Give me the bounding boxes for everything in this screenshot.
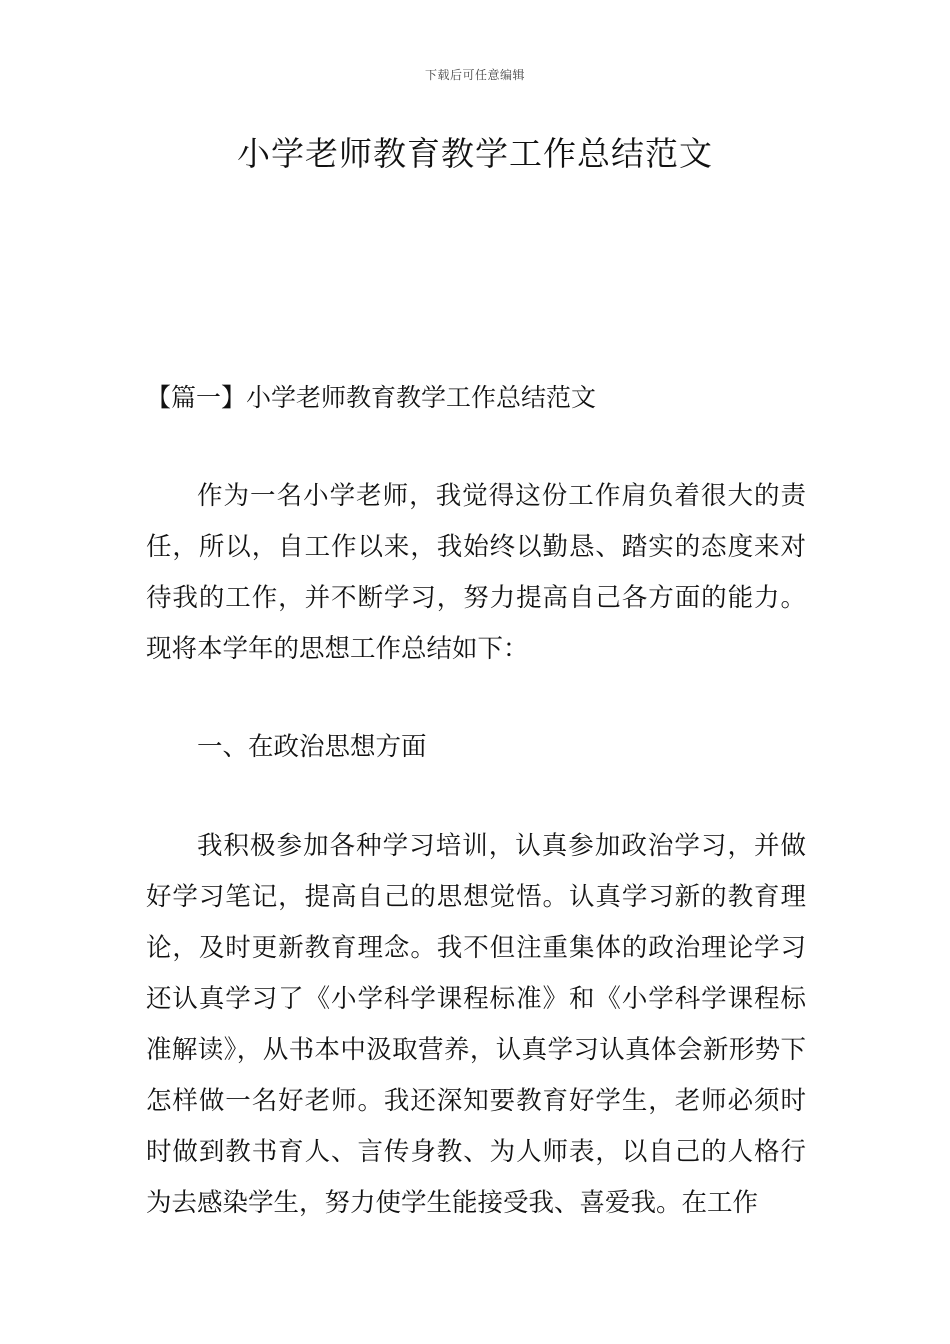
intro-paragraph: 作为一名小学老师，我觉得这份工作肩负着很大的责任，所以，自工作以来，我始终以勤恳、踏实的态度来对待我的工作，并不断学习，努力提高自己各方面的能力。现将本学年的思想工作总结如下： [146, 481, 806, 664]
document-title: 小学老师教育教学工作总结范文 [237, 134, 713, 173]
body-paragraph: 我积极参加各种学习培训，认真参加政治学习，并做好学习笔记，提高自己的思想觉悟。认真学习新的教育理论，及时更新教育理念。我不但注重集体的政治理论学习还认真学习了《小学科学课程标准》和《小学科学课程标准解读》，从书本中汲取营养，认真学习认真体会新形势下怎样做一名好老师。我还深知要教育好学生，老师必须时时做到教书育人、言传身教、为人师表，以自己的人格行为去感染学生，努力使学生能接受我、喜爱我。在工作 [146, 831, 806, 1218]
page-header-note: 下载后可任意编辑 [424, 68, 525, 82]
section-heading: 【篇一】小学老师教育教学工作总结范文 [146, 383, 597, 412]
subheading-political-thought: 一、在政治思想方面 [197, 732, 427, 762]
